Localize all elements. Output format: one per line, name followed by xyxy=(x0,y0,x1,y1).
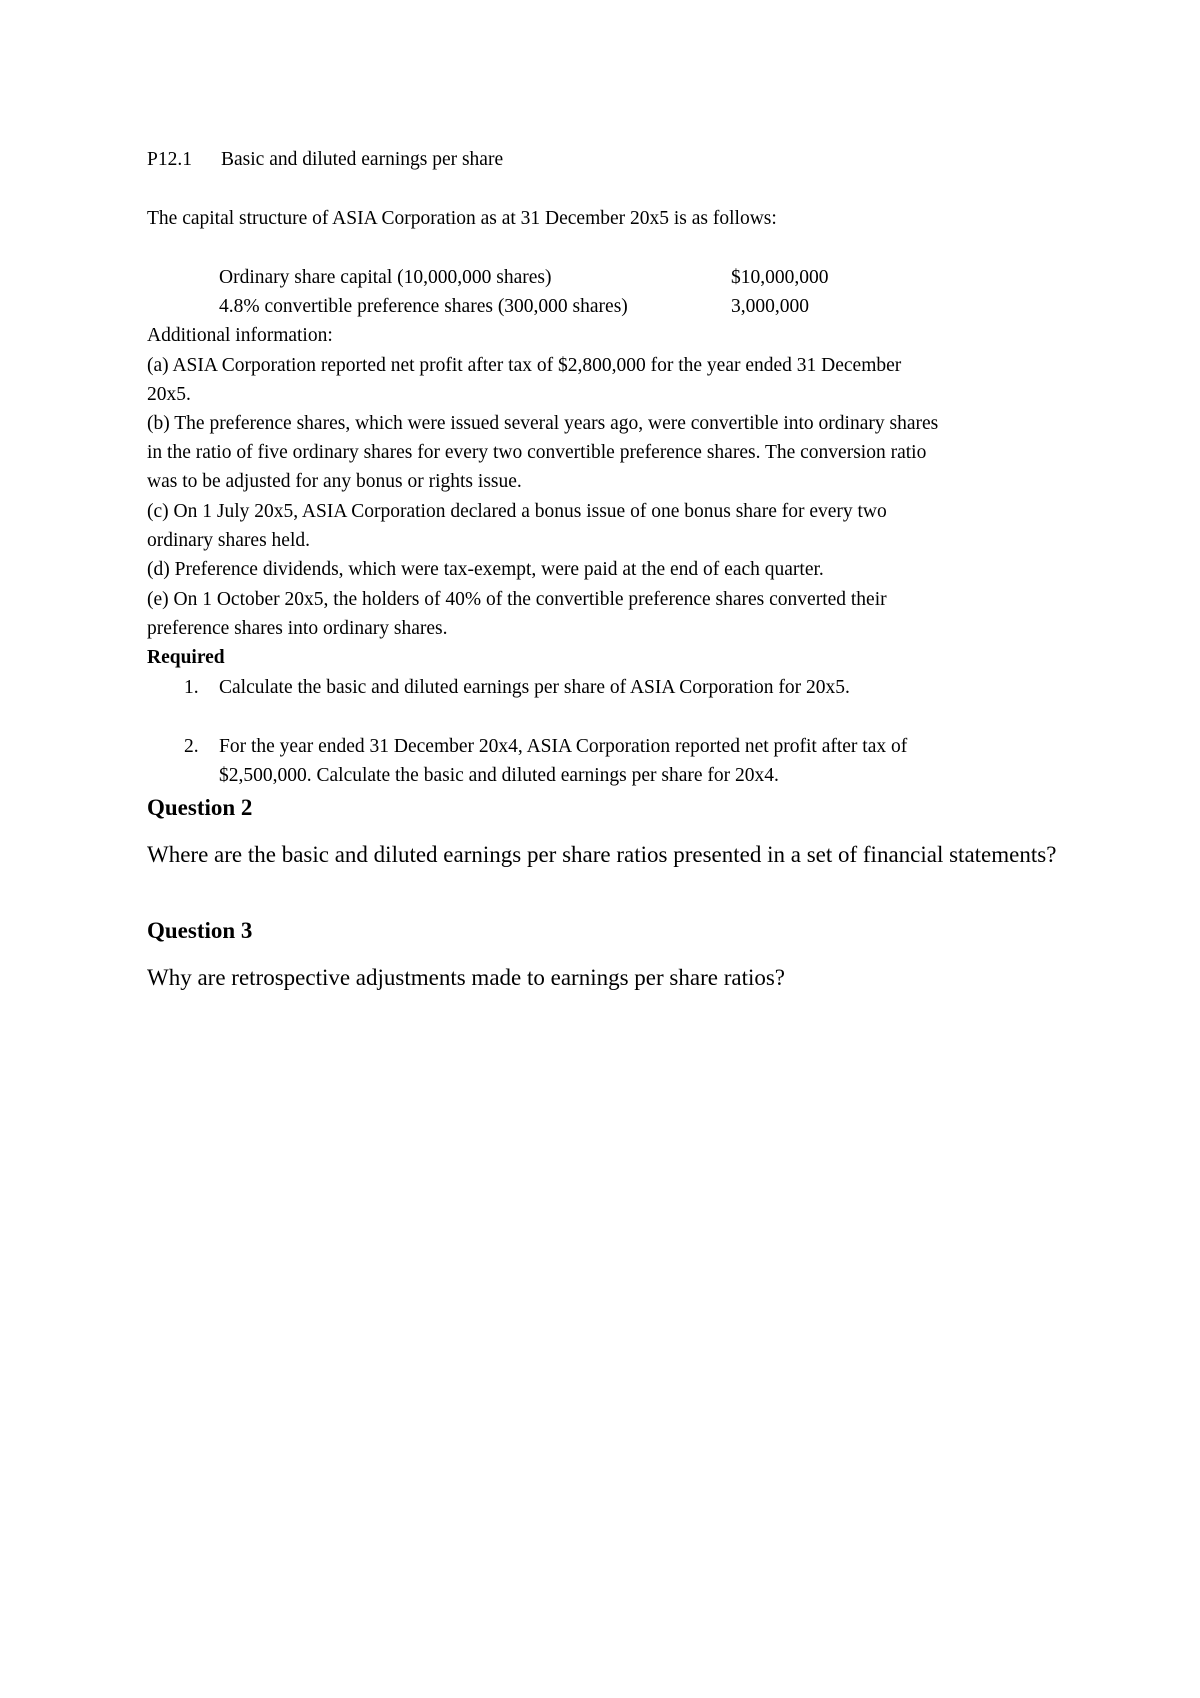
question-3-heading: Question 3 xyxy=(147,918,253,943)
required-item-text-cont: $2,500,000. Calculate the basic and diluted earnings per share for 20x4. xyxy=(219,765,779,786)
question-2-text: Where are the basic and diluted earnings per share ratios presented in a set of financial statements? xyxy=(147,842,1057,867)
info-item-e-cont: preference shares into ordinary shares. xyxy=(147,618,448,639)
capital-row-label: 4.8% convertible preference shares (300,000 shares) xyxy=(219,296,628,317)
info-item-b-cont: was to be adjusted for any bonus or rights issue. xyxy=(147,471,522,492)
question-3-text: Why are retrospective adjustments made to earnings per share ratios? xyxy=(147,965,786,990)
intro-paragraph: The capital structure of ASIA Corporation as at 31 December 20x5 is as follows: xyxy=(147,208,777,229)
info-item-a-cont: 20x5. xyxy=(147,384,191,405)
info-item-d: (d) Preference dividends, which were tax-exempt, were paid at the end of each quarter. xyxy=(147,559,824,580)
required-item-text: For the year ended 31 December 20x4, ASIA Corporation reported net profit after tax of xyxy=(219,736,908,757)
required-item-number: 1. xyxy=(184,677,199,698)
capital-row-label: Ordinary share capital (10,000,000 shares) xyxy=(219,267,552,288)
info-item-e: (e) On 1 October 20x5, the holders of 40% of the convertible preference shares converted their xyxy=(147,589,887,610)
problem-number: P12.1 xyxy=(147,149,192,170)
info-item-c: (c) On 1 July 20x5, ASIA Corporation declared a bonus issue of one bonus share for every two xyxy=(147,501,887,522)
info-item-b-cont: in the ratio of five ordinary shares for every two convertible preference shares. The conversion ratio xyxy=(147,442,927,463)
additional-info-heading: Additional information: xyxy=(147,325,333,346)
info-item-b: (b) The preference shares, which were issued several years ago, were convertible into ordinary shares xyxy=(147,413,939,434)
problem-title: Basic and diluted earnings per share xyxy=(221,149,504,170)
info-item-a: (a) ASIA Corporation reported net profit after tax of $2,800,000 for the year ended 31 December xyxy=(147,355,902,376)
capital-row-amount: $10,000,000 xyxy=(731,267,829,288)
required-item-text: Calculate the basic and diluted earnings per share of ASIA Corporation for 20x5. xyxy=(219,677,850,698)
required-item-number: 2. xyxy=(184,736,199,757)
required-heading: Required xyxy=(147,647,225,668)
info-item-c-cont: ordinary shares held. xyxy=(147,530,310,551)
capital-row-amount: 3,000,000 xyxy=(731,296,809,317)
question-2-heading: Question 2 xyxy=(147,795,253,820)
